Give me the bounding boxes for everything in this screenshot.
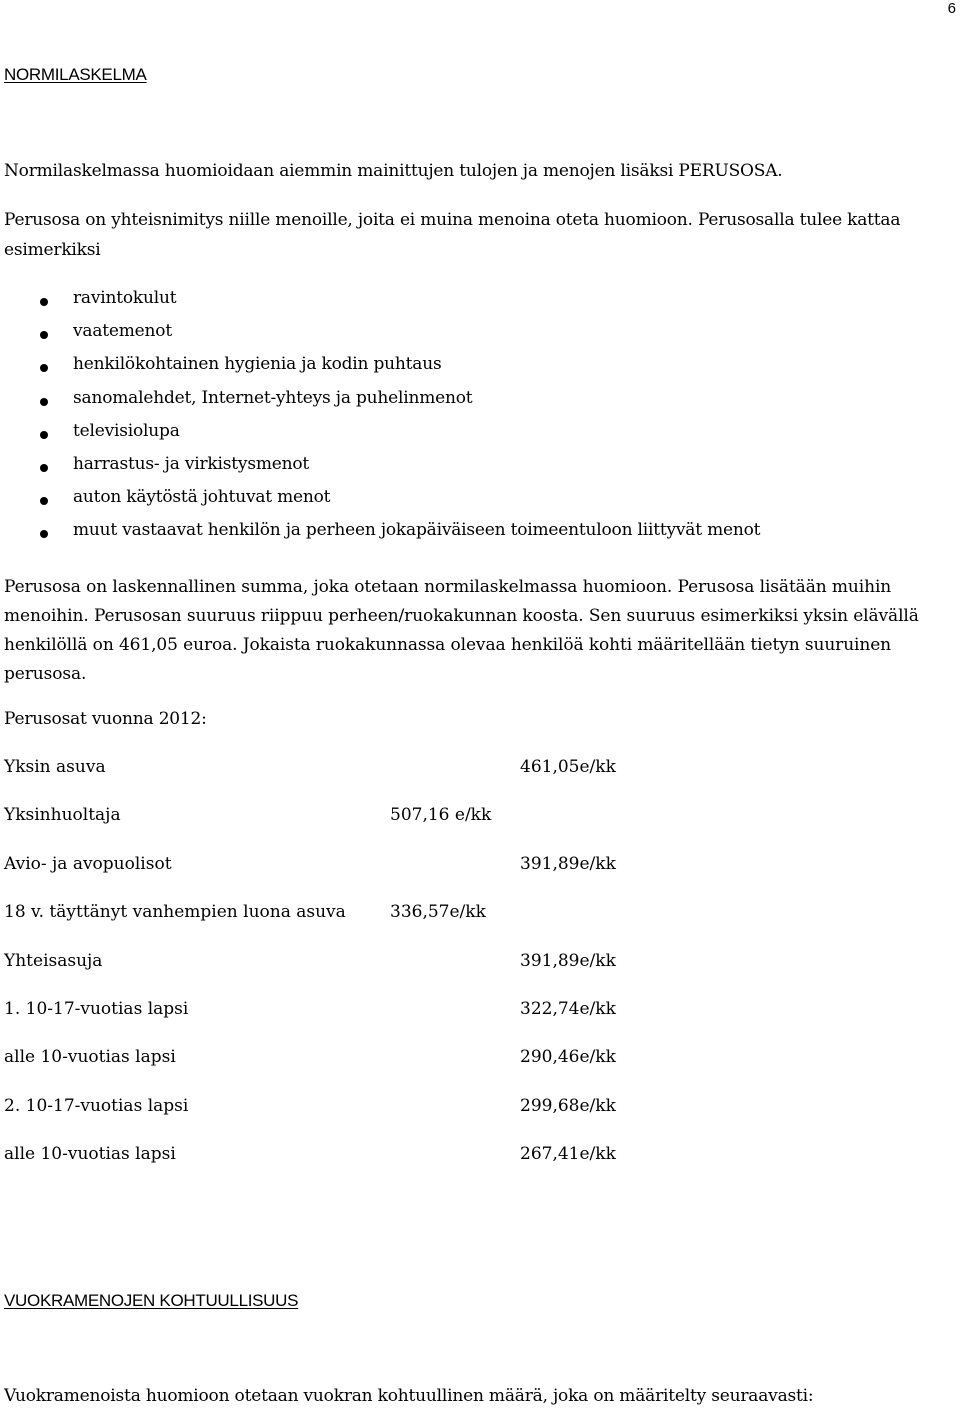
bullet-dot-icon (40, 331, 48, 339)
rate-amount: 507,16 e/kk (390, 805, 492, 825)
rate-row (0, 1049, 960, 1073)
bullet-dot-icon (40, 530, 48, 538)
rate-amount: 391,89e/kk (520, 854, 616, 874)
rate-row (0, 953, 960, 977)
bullet-dot-icon (40, 298, 48, 306)
rate-label: alle 10-vuotias lapsi (4, 1144, 176, 1164)
bullet-dot-icon (40, 431, 48, 439)
rate-row (0, 1098, 960, 1122)
bullet-text: vaatemenot (73, 321, 172, 342)
rate-amount: 391,89e/kk (520, 951, 616, 971)
bullet-text: henkilökohtainen hygienia ja kodin puhtaus (73, 354, 442, 375)
rate-amount: 299,68e/kk (520, 1096, 616, 1116)
rate-row (0, 759, 960, 783)
bullet-text: auton käytöstä johtuvat menot (73, 487, 331, 508)
rate-label: 2. 10-17-vuotias lapsi (4, 1096, 189, 1116)
rate-amount: 336,57e/kk (390, 902, 486, 922)
perusosa-description: Perusosa on laskennallinen summa, joka otetaan normilaskelmassa huomioon. Perusosa lisätään muihin menoihin. Perusosan suuruus riippuu perheen/ruokakunnan koosta. Sen suuruus esimerkiksi yksin elävällä henkilöllä on 461,05 euroa. Jokaista ruokakunnassa olevaa henkilöä kohti määritellään tietyn suuruinen perusosa. (4, 577, 919, 684)
page-number: 6 (947, 0, 956, 17)
rate-row (0, 1146, 960, 1170)
intro-line: Normilaskelmassa huomioidaan aiemmin mainittujen tulojen ja menojen lisäksi PERUSOSA. (4, 161, 783, 181)
rate-label: Yksinhuoltaja (4, 805, 121, 825)
rate-row (0, 1001, 960, 1025)
bullet-dot-icon (40, 497, 48, 505)
bullet-dot-icon (40, 464, 48, 472)
bullet-text: sanomalehdet, Internet-yhteys ja puhelinmenot (73, 387, 473, 408)
rate-amount: 461,05e/kk (520, 757, 616, 777)
bullet-text: ravintokulut (73, 288, 177, 308)
intro-line: esimerkiksi (4, 240, 101, 260)
rates-title: Perusosat vuonna 2012: (4, 709, 207, 729)
section-heading-vuokramenot: VUOKRAMENOJEN KOHTUULLISUUS (4, 1291, 299, 1310)
rate-row (0, 807, 960, 831)
bullet-dot-icon (40, 398, 48, 406)
rate-label: 1. 10-17-vuotias lapsi (4, 999, 189, 1019)
rate-label: Yksin asuva (4, 757, 106, 777)
vuokramenot-intro: Vuokramenoista huomioon otetaan vuokran kohtuullinen määrä, joka on määritelty seuraavasti: (4, 1386, 814, 1406)
rate-label: Avio- ja avopuolisot (4, 854, 172, 874)
intro-line: Perusosa on yhteisnimitys niille menoille, joita ei muina menoina oteta huomioon. Perusosalla tulee kattaa (4, 210, 901, 230)
bullet-dot-icon (40, 364, 48, 372)
rate-amount: 322,74e/kk (520, 999, 616, 1019)
rate-amount: 290,46e/kk (520, 1047, 616, 1067)
rate-label: Yhteisasuja (4, 951, 103, 971)
section-heading-normilaskelma: NORMILASKELMA (4, 65, 147, 84)
rate-amount: 267,41e/kk (520, 1144, 616, 1164)
rate-label: 18 v. täyttänyt vanhempien luona asuva (4, 902, 346, 922)
rate-row (0, 856, 960, 880)
bullet-text: televisiolupa (73, 420, 180, 441)
rate-row (0, 904, 960, 928)
bullet-text: harrastus- ja virkistysmenot (73, 453, 310, 474)
bullet-text: muut vastaavat henkilön ja perheen jokapäiväiseen toimeentuloon liittyvät menot (73, 520, 761, 541)
rate-label: alle 10-vuotias lapsi (4, 1047, 176, 1067)
